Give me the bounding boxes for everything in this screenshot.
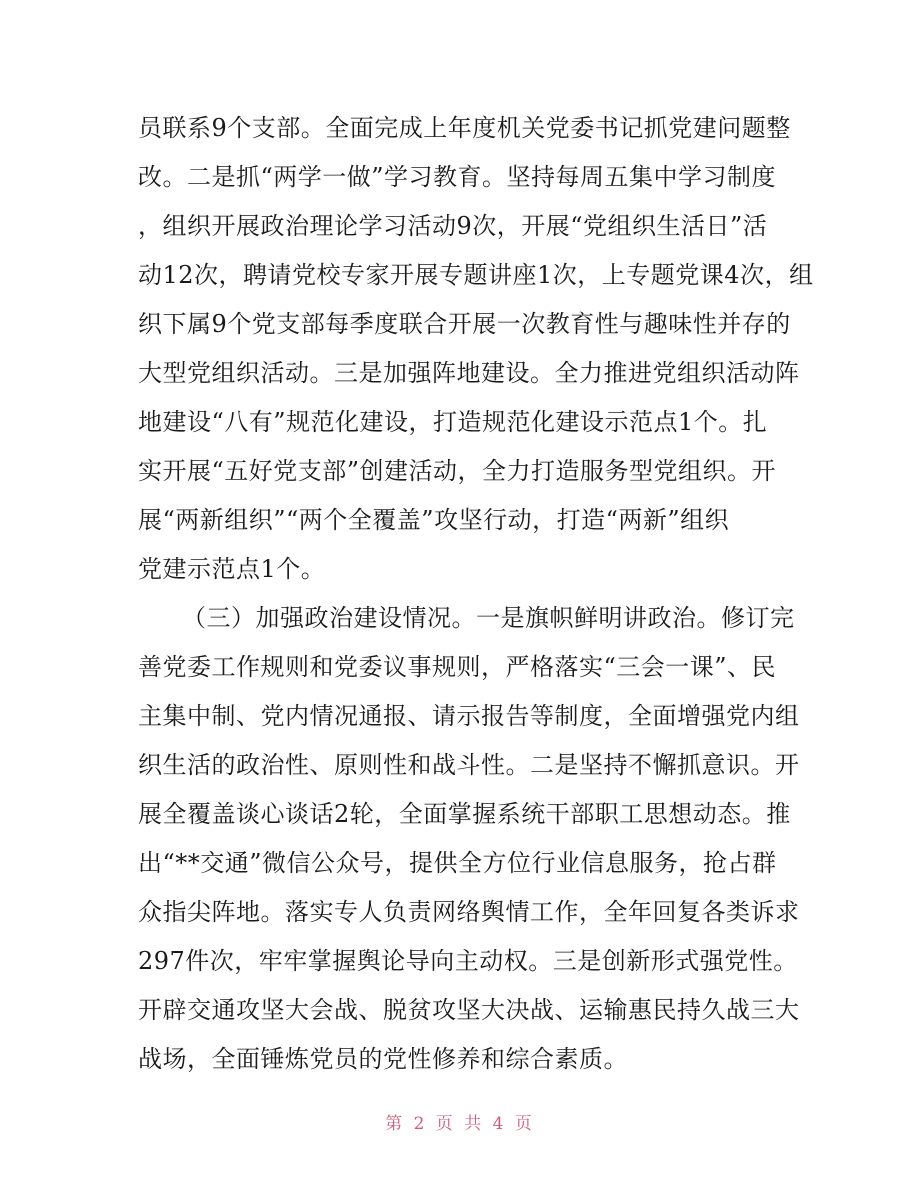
text-line: 主集中制、党内情况通报、请示报告等制度，全面增强党内组: [138, 702, 800, 730]
text-line: 开辟交通攻坚大会战、脱贫攻坚大决战、运输惠民持久战三大: [138, 996, 800, 1024]
text-line: 战场，全面锤炼党员的党性修养和综合素质。: [138, 1045, 628, 1073]
text-line: 实开展“五好党支部”创建活动，全力打造服务型党组织。开: [138, 457, 777, 485]
text-line: 织生活的政治性、原则性和战斗性。二是坚持不懈抓意识。开: [138, 751, 800, 779]
text-line: 党建示范点1个。: [138, 555, 326, 583]
text-line: 动12次，聘请党校专家开展专题讲座1次，上专题党课4次，组: [138, 261, 814, 289]
text-line: 善党委工作规则和党委议事规则，严格落实“三会一课”、民: [138, 653, 777, 681]
text-line: 大型党组织活动。三是加强阵地建设。全力推进党组织活动阵: [138, 359, 800, 387]
text-line: 出“**交通”微信公众号，提供全方位行业信息服务，抢占群: [138, 849, 777, 877]
text-line: 众指尖阵地。落实专人负责网络舆情工作，全年回复各类诉求: [138, 898, 800, 926]
text-line: 展“两新组织”“两个全覆盖”攻坚行动，打造“两新”组织: [138, 506, 730, 534]
text-line: 员联系9个支部。全面完成上年度机关党委书记抓党建问题整: [138, 114, 791, 142]
text-line: ，组织开展政治理论学习活动9次，开展“党组织生活日”活: [138, 212, 768, 240]
text-line: 改。二是抓“两学一做”学习教育。坚持每周五集中学习制度: [138, 163, 777, 191]
text-line: 297件次，牢牢掌握舆论导向主动权。三是创新形式强党性。: [138, 947, 798, 975]
text-line: 织下属9个党支部每季度联合开展一次教育性与趣味性并存的: [138, 310, 791, 338]
text-line: 展全覆盖谈心谈话2轮，全面掌握系统干部职工思想动态。推: [138, 800, 791, 828]
text-line: 地建设“八有”规范化建设，打造规范化建设示范点1个。扎: [138, 408, 768, 436]
body-text: [138, 104, 814, 1084]
page-number-footer: 第 2 页 共 4 页: [385, 1114, 535, 1134]
section-heading-line: （三）加强政治建设情况。一是旗帜鲜明讲政治。修订完: [182, 604, 795, 632]
